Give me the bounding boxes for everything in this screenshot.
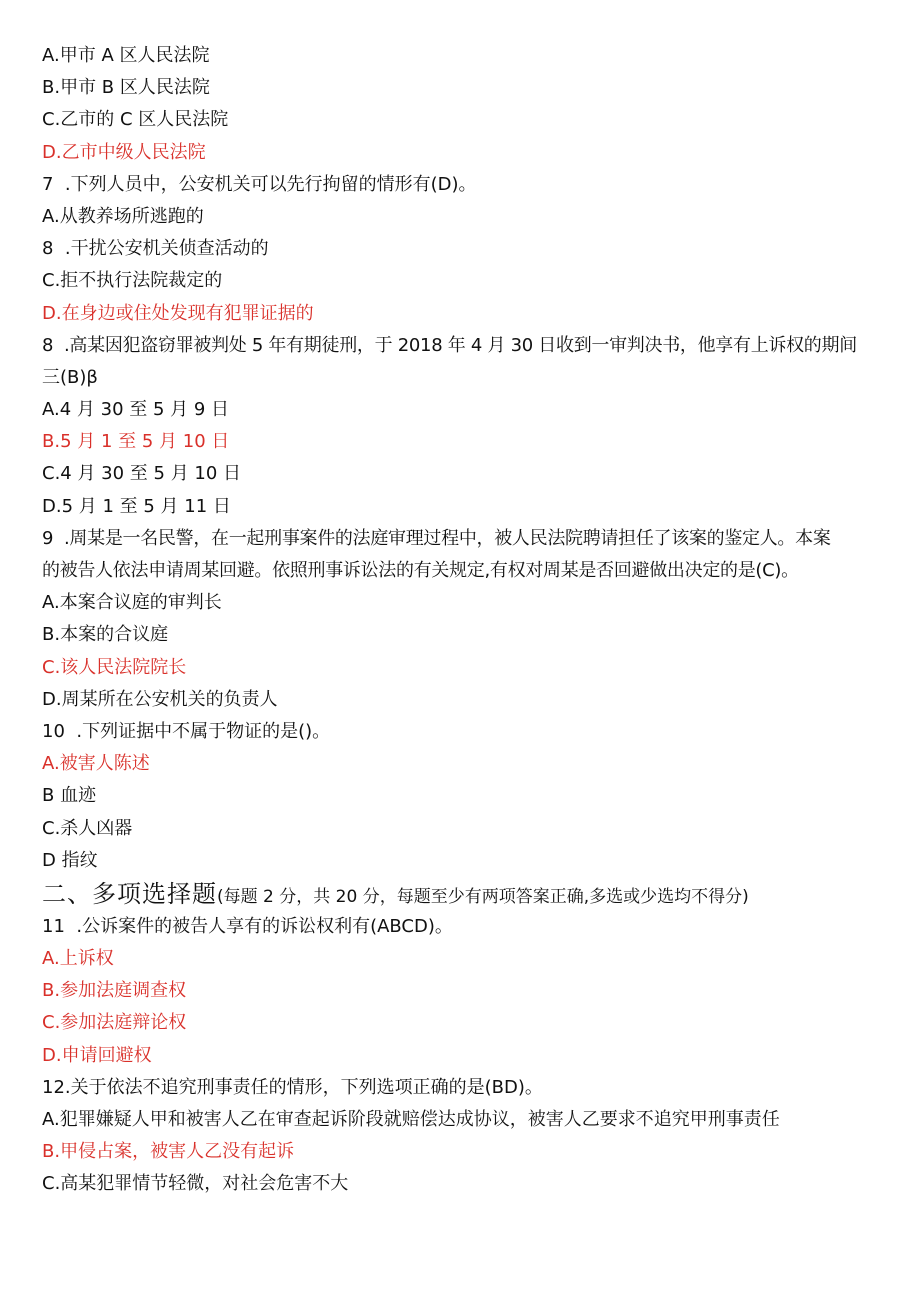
text-line: C.高某犯罪情节轻微，对社会危害不大 <box>42 1173 349 1195</box>
text-line: 8 .高某因犯盗窃罪被判处 5 年有期徒刑，于 2018 年 4 月 30 日收到一审判决书，他享有上诉权的期间 <box>42 334 857 356</box>
text-line: A.4 月 30 至 5 月 9 日 <box>42 399 230 421</box>
answer-option-line: D.申请回避权 <box>42 1044 152 1066</box>
answer-option-line: C.参加法庭辩论权 <box>42 1012 187 1034</box>
text-line: 9 .周某是一名民警，在一起刑事案件的法庭审理过程中，被人民法院聘请担任了该案的鉴定人。本案 <box>42 527 831 549</box>
text-line: A.本案合议庭的审判长 <box>42 592 222 614</box>
text-line: C.4 月 30 至 5 月 10 日 <box>42 463 242 485</box>
answer-option-line: C.该人民法院院长 <box>42 656 187 678</box>
section-title: 二、多项选择题 <box>42 879 217 908</box>
document-page <box>42 40 892 1201</box>
text-line: 三(B)β <box>42 366 98 388</box>
answer-option-line: A.上诉权 <box>42 948 114 970</box>
section-heading <box>42 877 892 911</box>
answer-option-line: D.乙市中级人民法院 <box>42 141 206 163</box>
question-block-single-choice <box>42 40 892 877</box>
text-line: 8 .干扰公安机关侦查活动的 <box>42 238 269 260</box>
text-line: B 血迹 <box>42 785 97 807</box>
text-line: D.5 月 1 至 5 月 11 日 <box>42 495 231 517</box>
text-line: D 指纹 <box>42 849 98 871</box>
text-line: 7 .下列人员中，公安机关可以先行拘留的情形有(D)。 <box>42 173 477 195</box>
section-note: (每题 2 分，共 20 分，每题至少有两项答案正确,多选或少选均不得分) <box>217 886 749 907</box>
answer-option-line: A.被害人陈述 <box>42 753 150 775</box>
text-line: 12.关于依法不追究刑事责任的情形，下列选项正确的是(BD)。 <box>42 1076 543 1098</box>
text-line: A.从教养场所逃跑的 <box>42 205 204 227</box>
text-line: 10 .下列证据中不属于物证的是()。 <box>42 720 331 742</box>
answer-option-line: B.5 月 1 至 5 月 10 日 <box>42 431 230 453</box>
text-line: C.乙市的 C 区人民法院 <box>42 109 229 131</box>
question-block-multiple-choice <box>42 911 892 1201</box>
text-line: B.本案的合议庭 <box>42 624 169 646</box>
text-line: 的被告人依法申请周某回避。依照刑事诉讼法的有关规定,有权对周某是否回避做出决定的是(C)。 <box>42 560 799 581</box>
answer-option-line: B.参加法庭调查权 <box>42 980 187 1002</box>
text-line: B.甲市 B 区人民法院 <box>42 77 210 99</box>
text-line: C.杀人凶器 <box>42 817 133 839</box>
answer-option-line: D.在身边或住处发现有犯罪证据的 <box>42 302 314 324</box>
answer-option-line: B.甲侵占案，被害人乙没有起诉 <box>42 1141 295 1163</box>
text-line: D.周某所在公安机关的负责人 <box>42 688 278 710</box>
text-line: A.犯罪嫌疑人甲和被害人乙在审查起诉阶段就赔偿达成协议，被害人乙要求不追究甲刑事责任 <box>42 1109 780 1130</box>
text-line: 11 .公诉案件的被告人享有的诉讼权利有(ABCD)。 <box>42 915 453 937</box>
text-line: A.甲市 A 区人民法院 <box>42 45 210 66</box>
text-line: C.拒不执行法院裁定的 <box>42 270 223 292</box>
